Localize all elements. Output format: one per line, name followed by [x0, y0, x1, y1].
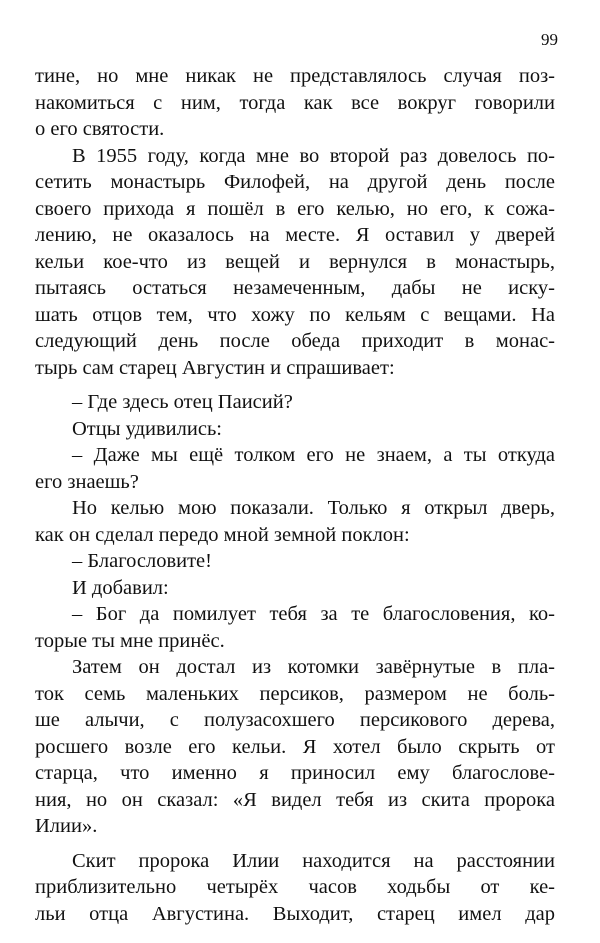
paragraph	[35, 63, 555, 143]
text-line: следующий день после обеда приходит в монас-	[35, 330, 555, 352]
text-line: Илии».	[35, 815, 98, 837]
text-line: Отцы удивились:	[72, 417, 222, 440]
paragraph	[35, 495, 555, 548]
text-line: приблизительно четырёх часов ходьбы от ке-	[35, 876, 555, 898]
body-text	[35, 63, 555, 927]
text-line: В 1955 году, когда мне во второй раз довелось по-	[72, 144, 555, 167]
text-line: пытаясь остаться незамеченным, дабы не иску-	[35, 277, 555, 299]
text-line: ток семь маленьких персиков, размером не боль-	[35, 682, 555, 705]
paragraph	[35, 143, 555, 382]
text-line: торые ты мне принёс.	[35, 629, 225, 652]
text-line: Затем он достал из котомки завёрнутые в пла-	[72, 656, 555, 678]
paragraph-gap	[35, 381, 555, 389]
text-line: – Где здесь отец Паисий?	[72, 391, 293, 413]
text-line: своего прихода я пошёл в его келью, но его, к сожа-	[35, 197, 555, 220]
text-line: кельи кое-что из вещей и вернулся в монастырь,	[35, 250, 555, 273]
text-line: тырь сам старец Августин и спрашивает:	[35, 356, 395, 379]
text-line: И добавил:	[72, 576, 169, 599]
paragraph	[35, 654, 555, 840]
paragraph-gap	[35, 840, 555, 848]
text-line: росшего возле его кельи. Я хотел было скрыть от	[35, 735, 555, 758]
text-line: – Бог да помилует тебя за те благословения, ко-	[72, 603, 555, 625]
text-line: шать отцов тем, что хожу по кельям с вещами. На	[35, 303, 555, 326]
text-line: – Даже мы ещё толком его не знаем, а ты откуда	[72, 444, 555, 466]
text-line: – Благословите!	[72, 550, 212, 572]
text-line: тине, но мне никак не представлялось случая поз-	[35, 65, 555, 87]
text-line: ния, но он сказал: «Я видел тебя из скита пророка	[35, 788, 555, 811]
paragraph	[35, 848, 555, 928]
text-line: накомиться с ним, тогда как все вокруг говорили	[35, 91, 555, 114]
text-line: лению, не оказалось на месте. Я оставил у дверей	[35, 224, 555, 246]
page-number: 99	[541, 30, 558, 49]
text-line: как он сделал передо мной земной поклон:	[35, 523, 410, 546]
paragraph	[35, 389, 555, 416]
text-line: его знаешь?	[35, 470, 139, 493]
text-line: о его святости.	[35, 118, 165, 140]
text-line: ше алычи, с полузасохшего персикового дерева,	[35, 709, 555, 731]
paragraph	[35, 442, 555, 495]
text-line: старца, что именно я приносил ему благослове-	[35, 762, 555, 784]
text-line: сетить монастырь Филофей, на другой день после	[35, 171, 555, 193]
text-line: Но келью мою показали. Только я открыл дверь,	[72, 497, 555, 519]
paragraph	[35, 601, 555, 654]
paragraph	[35, 416, 555, 443]
text-line: льи отца Августина. Выходит, старец имел дар	[35, 902, 555, 925]
text-line: Скит пророка Илии находится на расстоянии	[72, 849, 555, 872]
paragraph	[35, 548, 555, 575]
paragraph	[35, 575, 555, 602]
